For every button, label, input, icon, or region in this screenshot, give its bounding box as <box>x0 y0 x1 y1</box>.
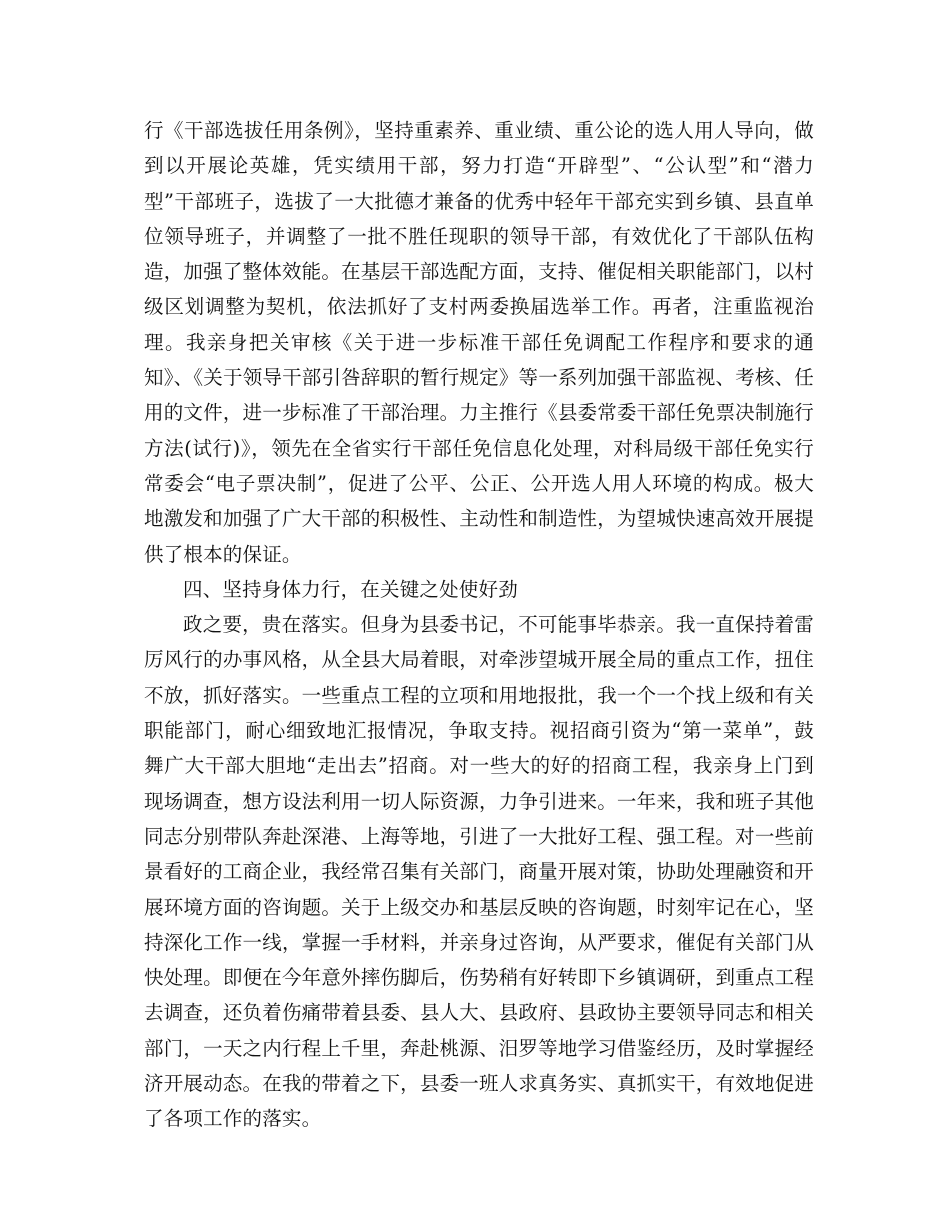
section-heading-4: 四、坚持身体力行，在关键之处使好劲 <box>183 577 518 601</box>
paragraph-implementation: 政之要，贵在落实。但身为县委书记，不可能事毕恭亲。我一直保持着雷厉风行的办事风格，从全县大局着眼，对牵涉望城开展全局的重点工作，扭住不放，抓好落实。一些重点工程的立项和用地报批，我一个一个找上级和有关职能部门，耐心细致地汇报情况，争取支持。视招商引资为“第一菜单”，鼓舞广大干部大胆地“走出去”招商。对一些大的好的招商工程，我亲身上门到现场调查，想方设法利用一切人际资源，力争引进来。一年来，我和班子其他同志分别带队奔赴深港、上海等地，引进了一大批好工程、强工程。对一些前景看好的工商企业，我经常召集有关部门，商量开展对策，协助处理融资和开展环境方面的咨询题。关于上级交办和基层反映的咨询题，时刻牢记在心，坚持深化工作一线，掌握一手材料，并亲身过咨询，从严要求，催促有关部门从快处理。即便在今年意外摔伤脚后，伤势稍有好转即下乡镇调研，到重点工程去调查，还负着伤痛带着县委、县人大、县政府、县政协主要领导同志和相关部门，一天之内行程上千里，奔赴桃源、汨罗等地学习借鉴经历，及时掌握经济开展动态。在我的带着之下，县委一班人求真务实、真抓实干，有效地促进了各项工作的落实。 <box>144 613 814 1131</box>
paragraph-cadre-management: 行《干部选拔任用条例》，坚持重素养、重业绩、重公论的选人用人导向，做到以开展论英雄，凭实绩用干部，努力打造“开辟型”、“公认型”和“潜力型”干部班子，选拔了一大批德才兼备的优秀中轻年干部充实到乡镇、县直单位领导班子，并调整了一批不胜任现职的领导干部，有效优化了干部队伍构造，加强了整体效能。在基层干部选配方面，支持、催促相关职能部门，以村级区划调整为契机，依法抓好了支村两委换届选举工作。再者，注重监视治理。我亲身把关审核《关于进一步标准干部任免调配工作程序和要求的通知》、《关于领导干部引咎辞职的暂行规定》等一系列加强干部监视、考核、任用的文件，进一步标准了干部治理。力主推行《县委常委干部任免票决制施行方法(试行)》，领先在全省实行干部任免信息化处理，对科局级干部任免实行常委会“电子票决制”，促进了公平、公正、公开选人用人环境的构成。极大地激发和加强了广大干部的积极性、主动性和制造性，为望城快速高效开展提供了根本的保证。 <box>144 119 815 566</box>
document-body <box>144 113 814 1137</box>
